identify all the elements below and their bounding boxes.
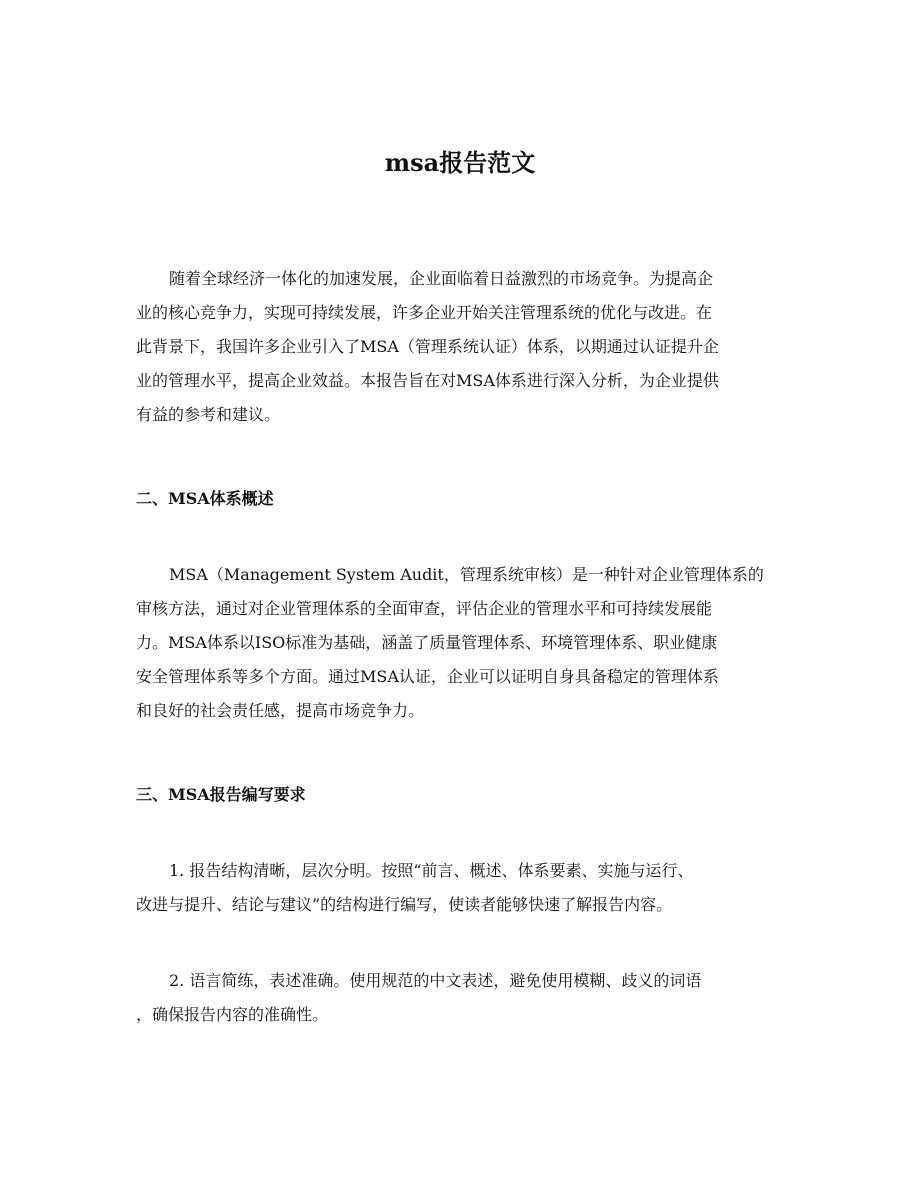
section-2-heading: 二、MSA体系概述 (136, 489, 274, 508)
requirement-item-1-line: 改进与提升、结论与建议”的结构进行编写，使读者能够快速了解报告内容。 (136, 895, 673, 914)
section-2-line: 安全管理体系等多个方面。通过MSA认证，企业可以证明自身具备稳定的管理体系 (136, 667, 719, 686)
intro-line: 有益的参考和建议。 (136, 405, 281, 424)
section-2-line: MSA（Management System Audit，管理系统审核）是一种针对企业管理体系的 (169, 565, 764, 584)
section-3-heading: 三、MSA报告编写要求 (136, 785, 306, 804)
section-2-line: 力。MSA体系以ISO标准为基础，涵盖了质量管理体系、环境管理体系、职业健康 (136, 633, 718, 652)
intro-paragraph (136, 262, 786, 432)
requirement-item-2-line: ，确保报告内容的准确性。 (136, 1005, 329, 1024)
document-title: msa报告范文 (384, 148, 536, 177)
section-2-line: 审核方法，通过对企业管理体系的全面审查，评估企业的管理水平和可持续发展能 (136, 599, 713, 618)
intro-line: 此背景下，我国许多企业引入了MSA（管理系统认证）体系，以期通过认证提升企 (136, 337, 719, 356)
intro-line: 业的管理水平，提高企业效益。本报告旨在对MSA体系进行深入分析，为企业提供 (136, 371, 719, 390)
requirement-item-1 (136, 854, 786, 922)
requirement-item-2-line: 2. 语言简练，表述准确。使用规范的中文表述，避免使用模糊、歧义的词语 (169, 971, 702, 990)
section-2-paragraph (136, 558, 786, 728)
intro-line: 业的核心竞争力，实现可持续发展，许多企业开始关注管理系统的优化与改进。在 (136, 303, 713, 322)
intro-line: 随着全球经济一体化的加速发展，企业面临着日益激烈的市场竞争。为提高企 (169, 269, 714, 288)
section-2-line: 和良好的社会责任感，提高市场竞争力。 (136, 701, 425, 720)
requirement-item-1-line: 1. 报告结构清晰，层次分明。按照“前言、概述、体系要素、实施与运行、 (169, 861, 694, 880)
requirement-item-2 (136, 964, 786, 1032)
